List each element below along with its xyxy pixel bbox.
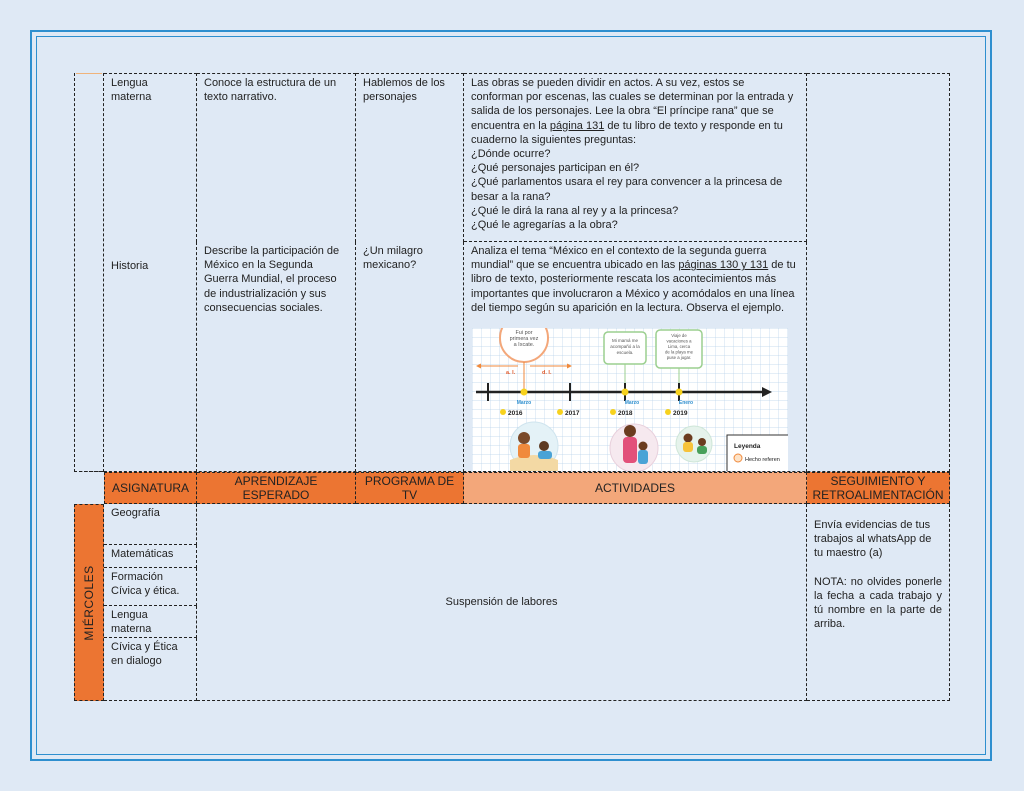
wed-activity-text: Suspensión de labores (445, 595, 558, 608)
row1-subject: Lengua materna (104, 73, 197, 242)
row1-activity-paragraph: Las obras se pueden dividir en actos. A su vez, estos se conforman por escenas, las cuales se determinan por la entrada y salida de los personajes. Lee la obra “El príncipe rana” que se encuentra en la página 131 de tu libro de texto y responde en tu cuaderno la siguientes preguntas: (471, 77, 794, 146)
wed-subject-4: Lengua materna (104, 606, 197, 638)
year-2019: 2019 (673, 410, 688, 417)
row2-subject: Historia (104, 242, 197, 472)
header-program: PROGRAMA DE TV (356, 472, 464, 504)
question-1: ¿Dónde ocurre? (471, 148, 551, 161)
decor-line (76, 73, 102, 74)
wed-followup (807, 504, 950, 701)
row1-learning: Conoce la estructura de un texto narrativo. (197, 73, 356, 242)
bubble-3-text: Viaje de vacaciones a Lima, cerca de la playa me puse a jugar. (665, 333, 693, 360)
page-reference-link[interactable]: página 131 (549, 119, 605, 132)
year-2018: 2018 (618, 410, 633, 417)
legend-title: Leyenda (734, 443, 761, 450)
wed-followup-note: NOTA: no olvides ponerle la fecha a cada trabajo y tú nombre en la parte de arriba. (814, 575, 942, 631)
month-label-1: Marzo (516, 400, 532, 406)
wed-activity (197, 504, 807, 701)
pages-reference-link[interactable]: páginas 130 y 131 (678, 259, 769, 272)
era-label-ai: a. I. (506, 370, 516, 376)
day-label-wednesday: MIÉRCOLES (74, 504, 104, 701)
row-followup-empty (807, 73, 950, 472)
question-4: ¿Qué le dirá la rana al rey y a la princesa? (471, 204, 679, 217)
row2-learning: Describe la participación de México en la Segunda Guerra Mundial, el proceso de industrialización y sus consecuencias sociales. (197, 242, 356, 472)
row2-activity-paragraph: Analiza el tema “México en el contexto de la segunda guerra mundial” que se encuentra ubicado en las páginas 130 y 131 de tu libro de texto, posteriormente rescata los acontecimientos más importantes que involucraron a México y acomódalos en una línea del tiempo según su aparición en la lectura. Observa el ejemplo. (471, 245, 796, 314)
legend-item: Hecho referen (745, 457, 780, 463)
month-label-3: Enero (678, 400, 694, 406)
wed-subject-3: Formación Cívica y ética. (104, 568, 197, 606)
row1-activity (464, 73, 807, 242)
header-subject: ASIGNATURA (104, 472, 197, 504)
year-2016: 2016 (508, 410, 523, 417)
header-learning: APRENDIZAJE ESPERADO (197, 472, 356, 504)
wed-subject-5: Cívica y Ética en dialogo (104, 638, 197, 701)
year-2017: 2017 (565, 410, 580, 417)
header-followup: SEGUIMIENTO Y RETROALIMENTACIÓN (807, 472, 950, 504)
timeline-illustration (472, 328, 788, 471)
month-label-2: Marzo (624, 400, 640, 406)
era-label-di: d. I. (542, 370, 552, 376)
bubble-1-text: Fui por primera vez a Ixcate. (509, 330, 539, 348)
question-2: ¿Qué personajes participan en él? (471, 162, 640, 175)
wed-subject-1: Geografía (104, 504, 197, 545)
wed-subject-2: Matemáticas (104, 545, 197, 568)
day-column-empty (74, 73, 104, 472)
wed-followup-evidence: Envía evidencias de tus trabajos al whatsApp de tu maestro (a) (814, 519, 932, 560)
question-5: ¿Qué le agregarías a la obra? (471, 219, 618, 232)
bubble-2-text: Mi mamá me acompañó a la escuela. (610, 338, 640, 355)
row2-program: ¿Un milagro mexicano? (356, 242, 464, 472)
timeline-example-image (472, 328, 788, 471)
header-activities: ACTIVIDADES (464, 472, 807, 504)
row1-program: Hablemos de los personajes (356, 73, 464, 242)
question-3: ¿Qué parlamentos usara el rey para convencer a la princesa de besar a la rana? (471, 176, 783, 203)
